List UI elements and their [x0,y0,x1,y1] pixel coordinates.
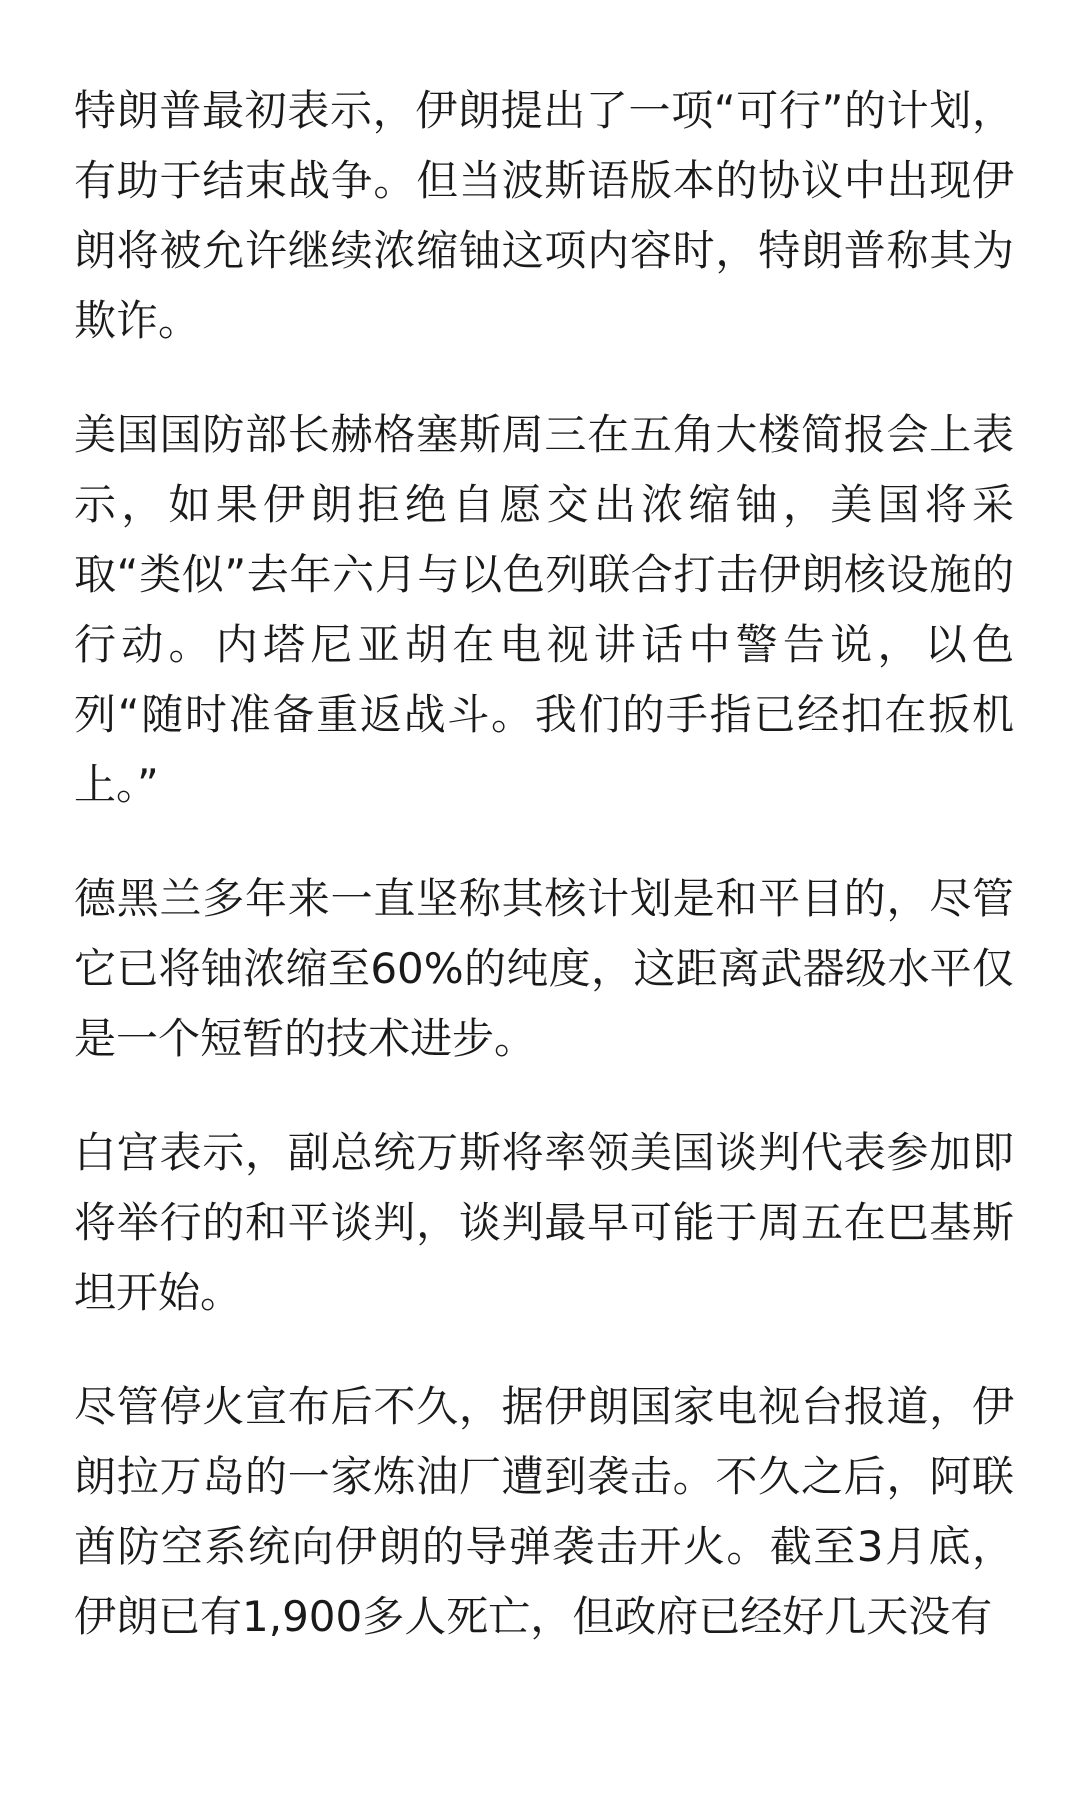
article-paragraph: 尽管停火宣布后不久，据伊朗国家电视台报道，伊朗拉万岛的一家炼油厂遭到袭击。不久之后，阿联酋防空系统向伊朗的导弹袭击开火。截至3月底，伊朗已有1,900多人死亡，但政府已经好几天没有 [74,1382,1014,1641]
article-paragraph: 白宫表示，副总统万斯将率领美国谈判代表参加即将举行的和平谈判，谈判最早可能于周五在巴基斯坦开始。 [74,1128,1014,1317]
article-paragraph: 特朗普最初表示，伊朗提出了一项“可行”的计划，有助于结束战争。但当波斯语版本的协议中出现伊朗将被允许继续浓缩铀这项内容时，特朗普称其为欺诈。 [74,86,1014,345]
article-paragraph: 德黑兰多年来一直坚称其核计划是和平目的，尽管它已将铀浓缩至60%的纯度，这距离武器级水平仅是一个短暂的技术进步。 [74,874,1014,1063]
article-body [74,76,1014,1696]
article-paragraph: 美国国防部长赫格塞斯周三在五角大楼简报会上表示，如果伊朗拒绝自愿交出浓缩铀，美国将采取“类似”去年六月与以色列联合打击伊朗核设施的行动。内塔尼亚胡在电视讲话中警告说，以色列“随时准备重返战斗。我们的手指已经扣在扳机上。” [74,410,1014,809]
